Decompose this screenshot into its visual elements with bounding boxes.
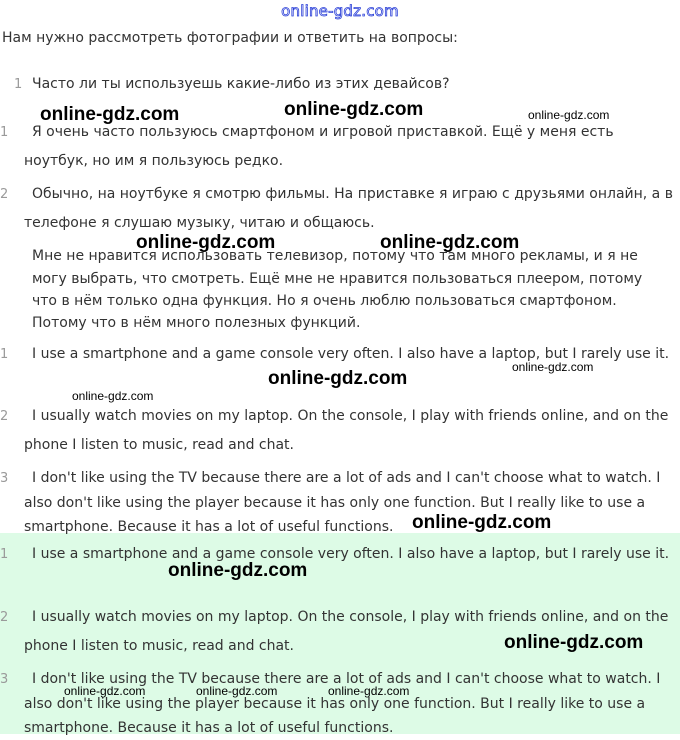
question-text: Часто ли ты используешь какие-либо из этих девайсов? xyxy=(32,76,450,92)
item-number: 1 xyxy=(14,77,23,92)
watermark: online-gdz.com xyxy=(328,684,410,698)
item-number: 1 xyxy=(0,125,9,140)
task-intro: Нам нужно рассмотреть фотографии и ответить на вопросы: xyxy=(2,30,458,46)
watermark: online-gdz.com xyxy=(136,232,276,253)
answer-text: Я очень часто пользуюсь смартфоном и игровой приставкой. Ещё у меня есть ноутбук, но им я пользуюсь редко. xyxy=(24,124,614,169)
highlighted-english-answer-1 xyxy=(0,540,674,569)
answer-text: I use a smartphone and a game console very often. I also have a laptop, but I rarely use it. xyxy=(32,546,670,562)
answer-text: Мне не нравится использовать телевизор, потому что там много рекламы, и я не могу выбрать, что смотреть. Ещё мне не нравится пользоваться плеером, потому что в нём только одна функция. Но я очень люблю пользоваться смартфоном. Потому что в нём много полезных функций. xyxy=(32,248,643,331)
item-number: 3 xyxy=(0,672,9,687)
site-header[interactable]: online-gdz.com xyxy=(281,2,399,20)
watermark: online-gdz.com xyxy=(72,389,154,403)
watermark: online-gdz.com xyxy=(512,360,594,374)
watermark: online-gdz.com xyxy=(196,684,278,698)
russian-answer-3 xyxy=(10,245,670,334)
item-number: 1 xyxy=(0,347,9,362)
answer-text: Обычно, на ноутбуке я смотрю фильмы. На приставке я играю с друзьями онлайн, а в телефоне я слушаю музыку, читаю и общаюсь. xyxy=(24,186,673,231)
item-number: 2 xyxy=(0,610,9,625)
watermark: online-gdz.com xyxy=(64,684,146,698)
answer-text: I don't like using the TV because there are a lot of ads and I can't choose what to watch. I also don't like using the player because it has only one function. But I really like to use a smartphone. Because it has a lot of useful functions. xyxy=(24,671,661,736)
watermark: online-gdz.com xyxy=(268,368,408,389)
watermark: online-gdz.com xyxy=(168,560,308,581)
highlighted-english-answer-3 xyxy=(0,667,674,740)
watermark: online-gdz.com xyxy=(504,632,644,653)
item-number: 2 xyxy=(0,409,9,424)
question-item xyxy=(10,73,670,96)
item-number: 2 xyxy=(0,187,9,202)
answer-text: I use a smartphone and a game console very often. I also have a laptop, but I rarely use it. xyxy=(32,346,670,362)
english-answer-3 xyxy=(0,466,674,539)
russian-answer-2 xyxy=(0,180,674,237)
watermark: online-gdz.com xyxy=(40,104,180,125)
watermark: online-gdz.com xyxy=(412,512,552,533)
watermark: online-gdz.com xyxy=(528,108,610,122)
item-number xyxy=(14,246,32,268)
watermark: online-gdz.com xyxy=(284,99,424,120)
russian-answer-1 xyxy=(0,118,674,175)
answer-text: I usually watch movies on my laptop. On the console, I play with friends online, and on the phone I listen to music, read and chat. xyxy=(24,609,669,654)
item-number: 3 xyxy=(0,471,9,486)
item-number: 1 xyxy=(0,547,9,562)
watermark: online-gdz.com xyxy=(380,232,520,253)
english-answer-2 xyxy=(0,402,674,459)
answer-text: I usually watch movies on my laptop. On the console, I play with friends online, and on the phone I listen to music, read and chat. xyxy=(24,408,669,453)
answer-text: I don't like using the TV because there are a lot of ads and I can't choose what to watch. I also don't like using the player because it has only one function. But I really like to use a smartphone. Because it has a lot of useful functions. xyxy=(24,470,661,535)
